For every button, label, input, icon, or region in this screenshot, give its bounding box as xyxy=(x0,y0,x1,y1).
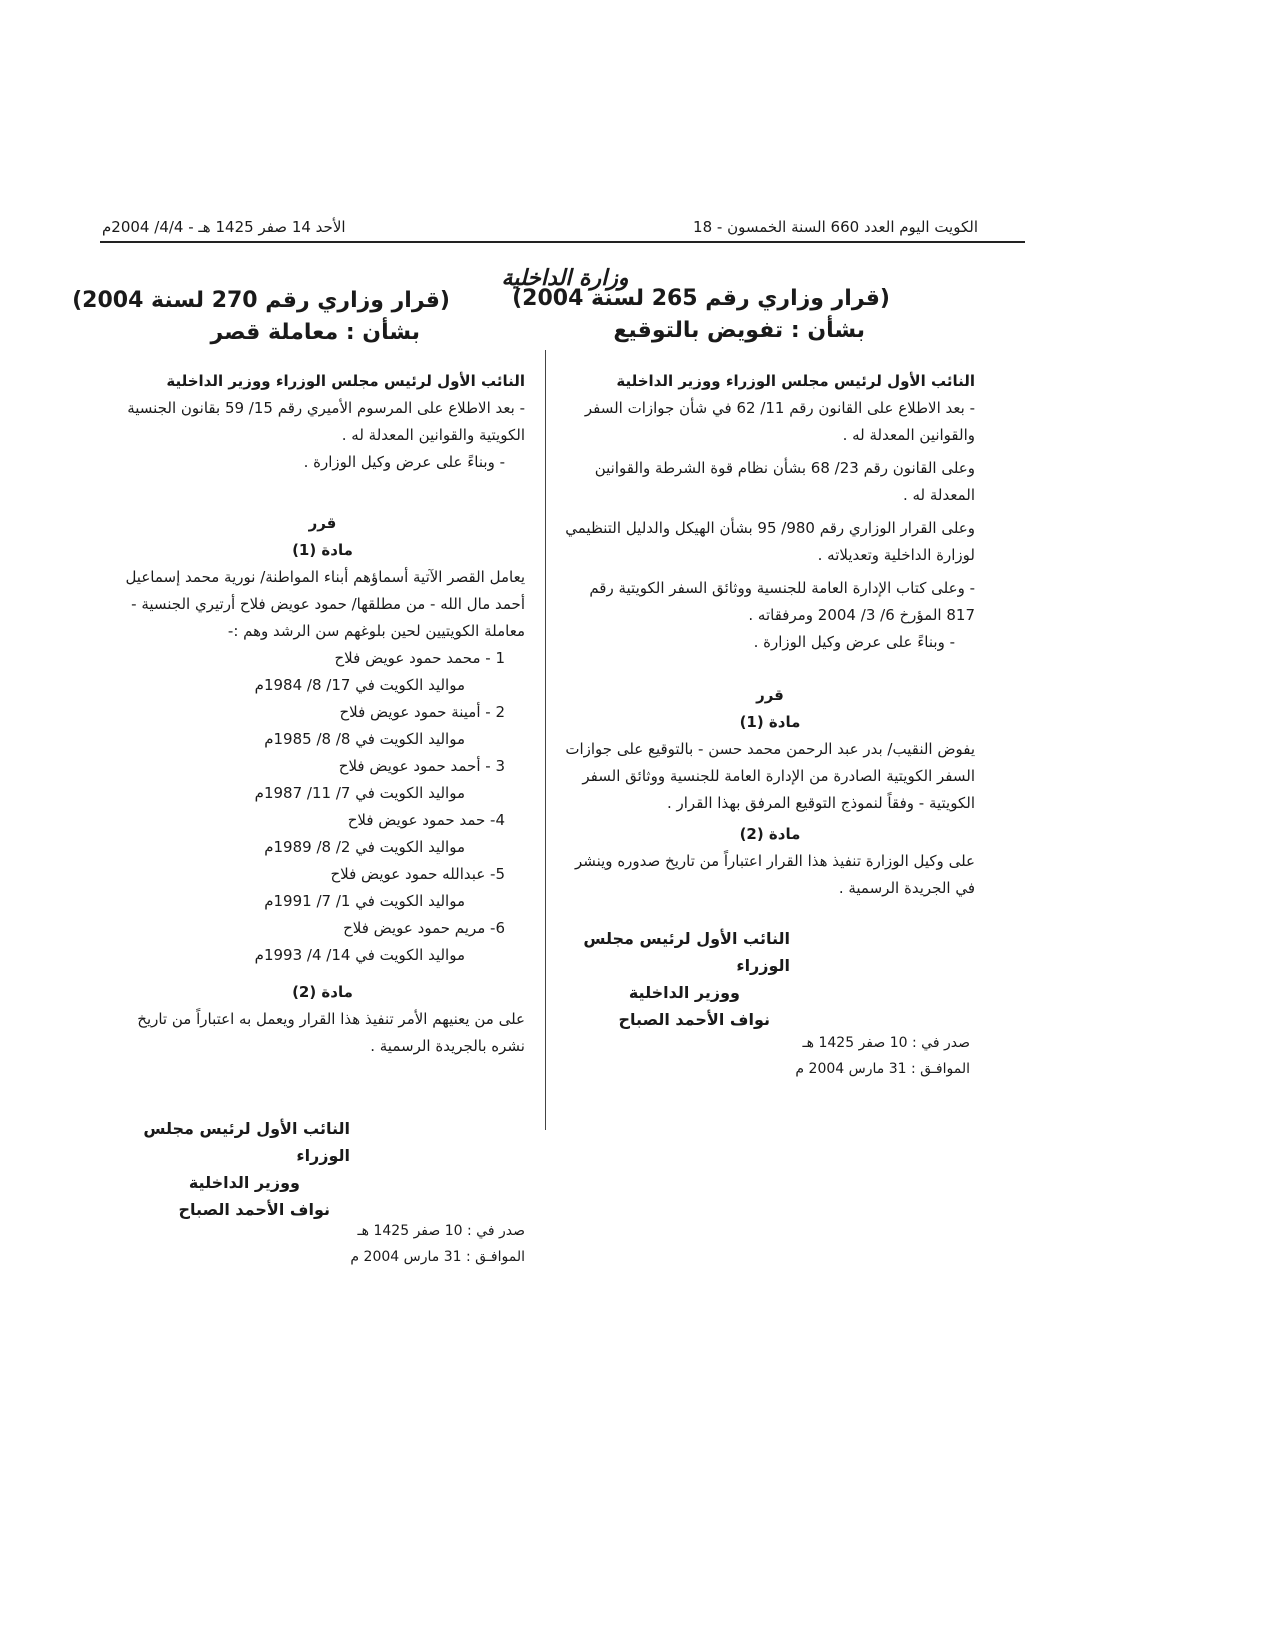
left-corresponding-date: الموافـق : 31 مارس 2004 م xyxy=(350,1249,525,1265)
child-4-name: 4- حمد حمود عويض فلاح xyxy=(347,811,505,829)
left-article1-text: يعامل القصر الآتية أسماؤهم أبناء المواطنة/ نورية محمد إسماعيل أحمد مال الله - من مطلقها/ حمود عويض فلاح أرتيري الجنسية - معاملة الكويتيين لحين بلوغهم سن الرشد وهم :- xyxy=(125,568,525,640)
right-decree-subject: بشأن : تفويض بالتوقيع xyxy=(613,318,865,343)
right-preamble-1: - بعد الاطلاع على القانون رقم 11/ 62 في شأن جوازات السفر والقوانين المعدلة له . xyxy=(584,399,975,444)
right-decree-title: (قرار وزاري رقم 265 لسنة 2004) xyxy=(512,286,890,311)
right-decree-issuer: النائب الأول لرئيس مجلس الوزراء ووزير الداخلية xyxy=(616,372,975,390)
right-preamble-2: وعلى القانون رقم 23/ 68 بشأن نظام قوة الشرطة والقوانين المعدلة له . xyxy=(594,459,975,504)
right-article1-title: مادة (1) xyxy=(739,713,801,731)
child-2-birth: مواليد الكويت في 8/ 8/ 1985م xyxy=(264,730,465,748)
ministry-title: وزارة الداخلية xyxy=(501,266,629,291)
right-issued-block xyxy=(750,1030,970,1082)
left-issued-block xyxy=(305,1218,525,1270)
right-preamble-4: - وعلى كتاب الإدارة العامة للجنسية ووثائق السفر الكويتية رقم 817 المؤرخ 6/ 3/ 2004 ومرفقاته . xyxy=(589,579,975,624)
header-rule xyxy=(100,241,1025,243)
child-5-birth: مواليد الكويت في 1/ 7/ 1991م xyxy=(264,892,465,910)
right-article2-text: على وكيل الوزارة تنفيذ هذا القرار اعتباراً من تاريخ صدوره وينشر في الجريدة الرسمية . xyxy=(574,852,975,897)
left-decided: قرر xyxy=(308,514,337,532)
left-issued-date: صدر في : 10 صفر 1425 هـ xyxy=(357,1223,525,1239)
left-article2-title: مادة (2) xyxy=(292,983,353,1001)
right-issued-date: صدر في : 10 صفر 1425 هـ xyxy=(802,1035,970,1051)
child-2-name: 2 - أمينة حمود عويض فلاح xyxy=(339,703,505,721)
right-signature-title: النائب الأول لرئيس مجلس الوزراء xyxy=(583,929,790,975)
left-signature-block xyxy=(120,1115,350,1223)
left-article1-title: مادة (1) xyxy=(292,541,353,559)
right-signature-role: ووزير الداخلية xyxy=(628,983,740,1002)
right-signature-block xyxy=(560,925,790,1033)
child-3-name: 3 - أحمد حمود عويض فلاح xyxy=(338,757,505,775)
right-corresponding-date: الموافـق : 31 مارس 2004 م xyxy=(795,1061,970,1077)
child-6-name: 6- مريم حمود عويض فلاح xyxy=(343,919,505,937)
left-decree-issuer: النائب الأول لرئيس مجلس الوزراء ووزير الداخلية xyxy=(166,372,525,390)
child-4-birth: مواليد الكويت في 2/ 8/ 1989م xyxy=(264,838,465,856)
header-issue-info: الكويت اليوم العدد 660 السنة الخمسون - 18 xyxy=(693,218,978,236)
child-1-birth: مواليد الكويت في 17/ 8/ 1984م xyxy=(254,676,465,694)
left-decree-title: (قرار وزاري رقم 270 لسنة 2004) xyxy=(72,288,450,313)
column-divider xyxy=(545,350,546,1130)
left-signature-role: ووزير الداخلية xyxy=(188,1173,300,1192)
right-preamble-3: وعلى القرار الوزاري رقم 980/ 95 بشأن الهيكل والدليل التنظيمي لوزارة الداخلية وتعديلاته . xyxy=(565,519,975,564)
left-decree-body xyxy=(120,368,525,1060)
child-1-name: 1 - محمد حمود عويض فلاح xyxy=(334,649,505,667)
left-signature-name: نواف الأحمد الصباح xyxy=(178,1200,330,1219)
child-6-birth: مواليد الكويت في 14/ 4/ 1993م xyxy=(254,946,465,964)
header-date: الأحد 14 صفر 1425 هـ - 4/4/ 2004م xyxy=(102,218,346,236)
right-signature-name: نواف الأحمد الصباح xyxy=(618,1010,770,1029)
right-article2-title: مادة (2) xyxy=(739,825,801,843)
right-article1-text: يفوض النقيب/ بدر عبد الرحمن محمد حسن - بالتوقيع على جوازات السفر الكويتية الصادرة من الإدارة العامة للجنسية ووثائق السفر الكويتية - وفقاً لنموذج التوقيع المرفق بهذا القرار . xyxy=(565,740,975,812)
child-3-birth: مواليد الكويت في 7/ 11/ 1987م xyxy=(254,784,465,802)
left-article2-text: على من يعنيهم الأمر تنفيذ هذا القرار ويعمل به اعتباراً من تاريخ نشره بالجريدة الرسمية . xyxy=(137,1010,525,1055)
left-preamble-1: - بعد الاطلاع على المرسوم الأميري رقم 15/ 59 بقانون الجنسية الكويتية والقوانين المعدلة له . xyxy=(127,399,525,444)
left-preamble-2: - وبناءً على عرض وكيل الوزارة . xyxy=(303,453,505,471)
child-5-name: 5- عبدالله حمود عويض فلاح xyxy=(330,865,505,883)
right-decided: قرر xyxy=(756,686,784,704)
right-decree-body xyxy=(565,368,975,902)
right-preamble-5: - وبناءً على عرض وكيل الوزارة . xyxy=(753,633,955,651)
children-list xyxy=(120,645,525,969)
left-signature-title: النائب الأول لرئيس مجلس الوزراء xyxy=(143,1119,350,1165)
left-decree-subject: بشأن : معاملة قصر xyxy=(210,320,420,345)
